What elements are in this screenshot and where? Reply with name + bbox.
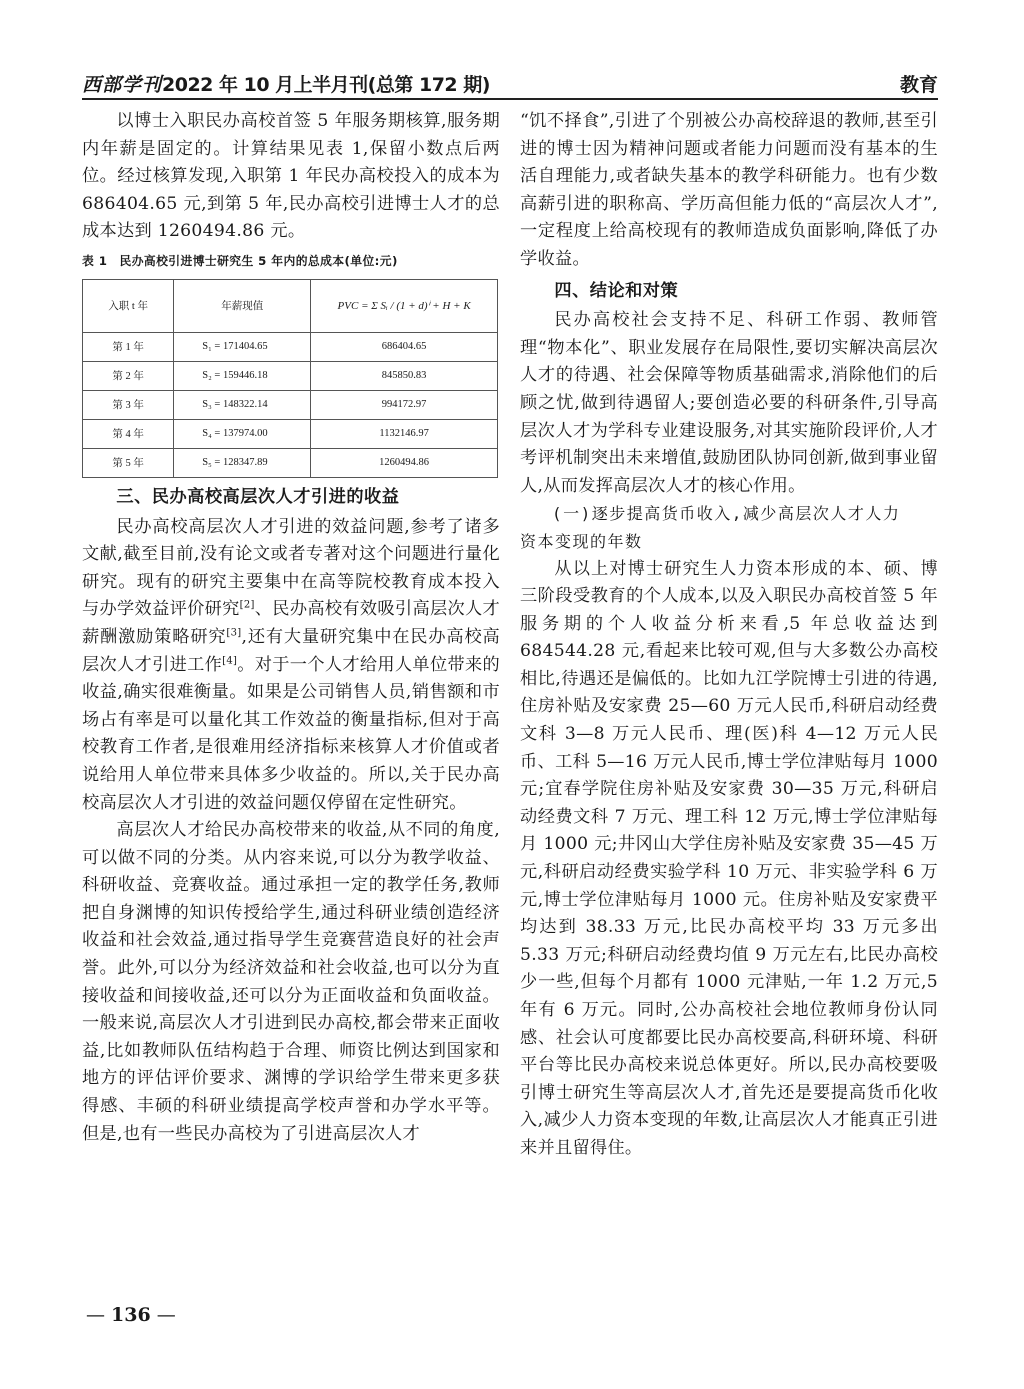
body-paragraph [82, 514, 500, 818]
table-row [83, 390, 498, 419]
cell-year: 第 5 年 [83, 448, 174, 477]
citation-ref: [2] [239, 599, 255, 611]
col-header-year: 入职 t 年 [83, 279, 174, 332]
cell-salary: S₁ = 171404.65 [174, 332, 311, 361]
cell-year: 第 4 年 [83, 419, 174, 448]
right-column [520, 108, 938, 1163]
paragraph-text: 民办高校高层次人才引进的效益问题,参考了诸多文献,截至目前,没有论文或者专著对这个问题进行量化研究。现有的研究主要集中在高等院校教育成本投入与办学效益评价研究 [82, 516, 500, 620]
paragraph-text: 。对于一个人才给用人单位带来的收益,确实很难衡量。如果是公司销售人员,销售额和市场占有率是可以量化其工作效益的衡量指标,但对于高校教育工作者,是很难用经济指标来核算人才价值或者说给用人单位带来具体多少收益的。所以,关于民办高校高层次人才引进的效益问题仅停留在定性研究。 [82, 654, 500, 813]
subsection-heading-cont: 资本变现的年数 [520, 531, 643, 551]
table-header-row [83, 279, 498, 332]
journal-masthead [82, 70, 490, 97]
section-heading-4: 四、结论和对策 [554, 280, 679, 301]
body-paragraph: 从以上对博士研究生人力资本形成的本、硕、博三阶段受教育的个人成本,以及入职民办高校首签 5 年服务期的个人收益分析来看,5 年总收益达到 684544.28 元,看起来比较可观,但与大多数公办高校相比,待遇还是偏低的。比如九江学院博士引进的待遇,住房补贴及安家费 25—60 万元人民币,科研启动经费文科 3—8 万元人民币、理(医)科 4—12 万元人民币、工科 5—16 万元人民币,博士学位津贴每月 1000 元;宜春学院住房补贴及安家费 30—35 万元,科研启动经费文科 7 万元、理工科 12 万元,博士学位津贴每月 1000 元;井冈山大学住房补贴及安家费 35—45 万元,科研启动经费实验学科 10 万元、非实验学科 6 万元,博士学位津贴每月 1000 元。住房补贴及安家费平均达到 38.33 万元,比民办高校平均 33 万元多出 5.33 万元;科研启动经费均值 9 万元左右,比民办高校少一些,但每个月都有 1000 元津贴,一年 1.2 万元,5 年有 6 万元。同时,公办高校社会地位教师身份认同感、社会认可度都要比民办高校要高,科研环境、科研平台等比民办高校来说总体更好。所以,民办高校要吸引博士研究生等高层次人才,首先还是要提高货币化收入,减少人力资本变现的年数,让高层次人才能真正引进来并且留得住。 [520, 558, 938, 1158]
cell-salary: S₃ = 148322.14 [174, 390, 311, 419]
citation-ref: [4] [222, 654, 238, 666]
col-header-pvc-formula: PVC = Σ Sᵢ / (1 + d)ⁱ + H + K [311, 279, 498, 332]
subsection-heading: (一)逐步提高货币收入,减少高层次人才人力 [552, 504, 901, 524]
left-column [82, 108, 500, 1148]
table-row [83, 448, 498, 477]
issue-info: 2022 年 10 月上半月刊(总第 172 期) [162, 74, 490, 96]
table-row [83, 332, 498, 361]
page-header [82, 68, 938, 100]
cell-year: 第 2 年 [83, 361, 174, 390]
body-paragraph: 民办高校社会支持不足、科研工作弱、教师管理“物本化”、职业发展存在局限性,要切实解决高层次人才的待遇、社会保障等物质基础需求,消除他们的后顾之忧,做到待遇留人;要创造必要的科研条件,引导高层次人才为学科专业建设服务,对其实施阶段评价,人才考评机制突出未来增值,鼓励团队协同创新,做到事业留人,从而发挥高层次人才的核心作用。 [520, 310, 938, 496]
paragraph-text: ,还有大量研究集中在民办高校高层次人才引进工作 [82, 626, 500, 675]
body-paragraph: 高层次人才给民办高校带来的收益,从不同的角度,可以做不同的分类。从内容来说,可以分为教学收益、科研收益、竞赛收益。通过承担一定的教学任务,教师把自身渊博的知识传授给学生,通过科研业绩创造经济收益和社会效益,通过指导学生竞赛营造良好的社会声誉。此外,可以分为经济效益和社会收益,也可以分为直接收益和间接收益,还可以分为正面收益和负面收益。一般来说,高层次人才引进到民办高校,都会带来正面收益,比如教师队伍结构趋于合理、师资比例达到国家和地方的评估评价要求、渊博的学识给学生带来更多获得感、丰硕的科研业绩提高学校声誉和办学水平等。但是,也有一些民办高校为了引进高层次人才 [82, 820, 500, 1144]
col-header-salary: 年薪现值 [174, 279, 311, 332]
paragraph-text: 、民办高校有效吸引高层次人才薪酬激励策略研究 [82, 599, 501, 647]
cell-pvc: 686404.65 [311, 332, 498, 361]
cell-pvc: 1260494.86 [311, 448, 498, 477]
cell-salary: S₄ = 137974.00 [174, 419, 311, 448]
page-footer [86, 1304, 176, 1326]
body-paragraph: “饥不择食”,引进了个别被公办高校辞退的教师,甚至引进的博士因为精神问题或者能力问题而没有基本的生活自理能力,或者缺失基本的教学科研能力。也有少数高薪引进的职称高、学历高但能力低的“高层次人才”,一定程度上给高校现有的教师造成负面影响,降低了办学收益。 [520, 111, 938, 269]
journal-logo: 西部学刊 [82, 74, 163, 96]
cell-pvc: 994172.97 [311, 390, 498, 419]
cell-salary: S₂ = 159446.18 [174, 361, 311, 390]
intro-paragraph: 以博士入职民办高校首签 5 年服务期核算,服务期内年薪是固定的。计算结果见表 1,保留小数点后两位。经过核算发现,入职第 1 年民办高校投入的成本为 686404.65 元,到第 5 年,民办高校引进博士人才的总成本达到 1260494.86 元。 [82, 111, 500, 242]
footer-dash: — [150, 1304, 176, 1326]
cell-year: 第 1 年 [83, 332, 174, 361]
header-rule [82, 98, 938, 100]
cell-year: 第 3 年 [83, 390, 174, 419]
page-number: 136 [111, 1304, 151, 1326]
table-row [83, 361, 498, 390]
section-label: 教育 [899, 74, 938, 96]
cost-table [82, 279, 498, 478]
cell-salary: S₅ = 128347.89 [174, 448, 311, 477]
table-caption: 表 1 民办高校引进博士研究生 5 年内的总成本(单位:元) [82, 253, 398, 268]
footer-dash: — [86, 1304, 112, 1326]
citation-ref: [3] [226, 627, 242, 639]
section-heading-3: 三、民办高校高层次人才引进的收益 [116, 486, 400, 507]
cell-pvc: 845850.83 [311, 361, 498, 390]
table-row [83, 419, 498, 448]
cell-pvc: 1132146.97 [311, 419, 498, 448]
